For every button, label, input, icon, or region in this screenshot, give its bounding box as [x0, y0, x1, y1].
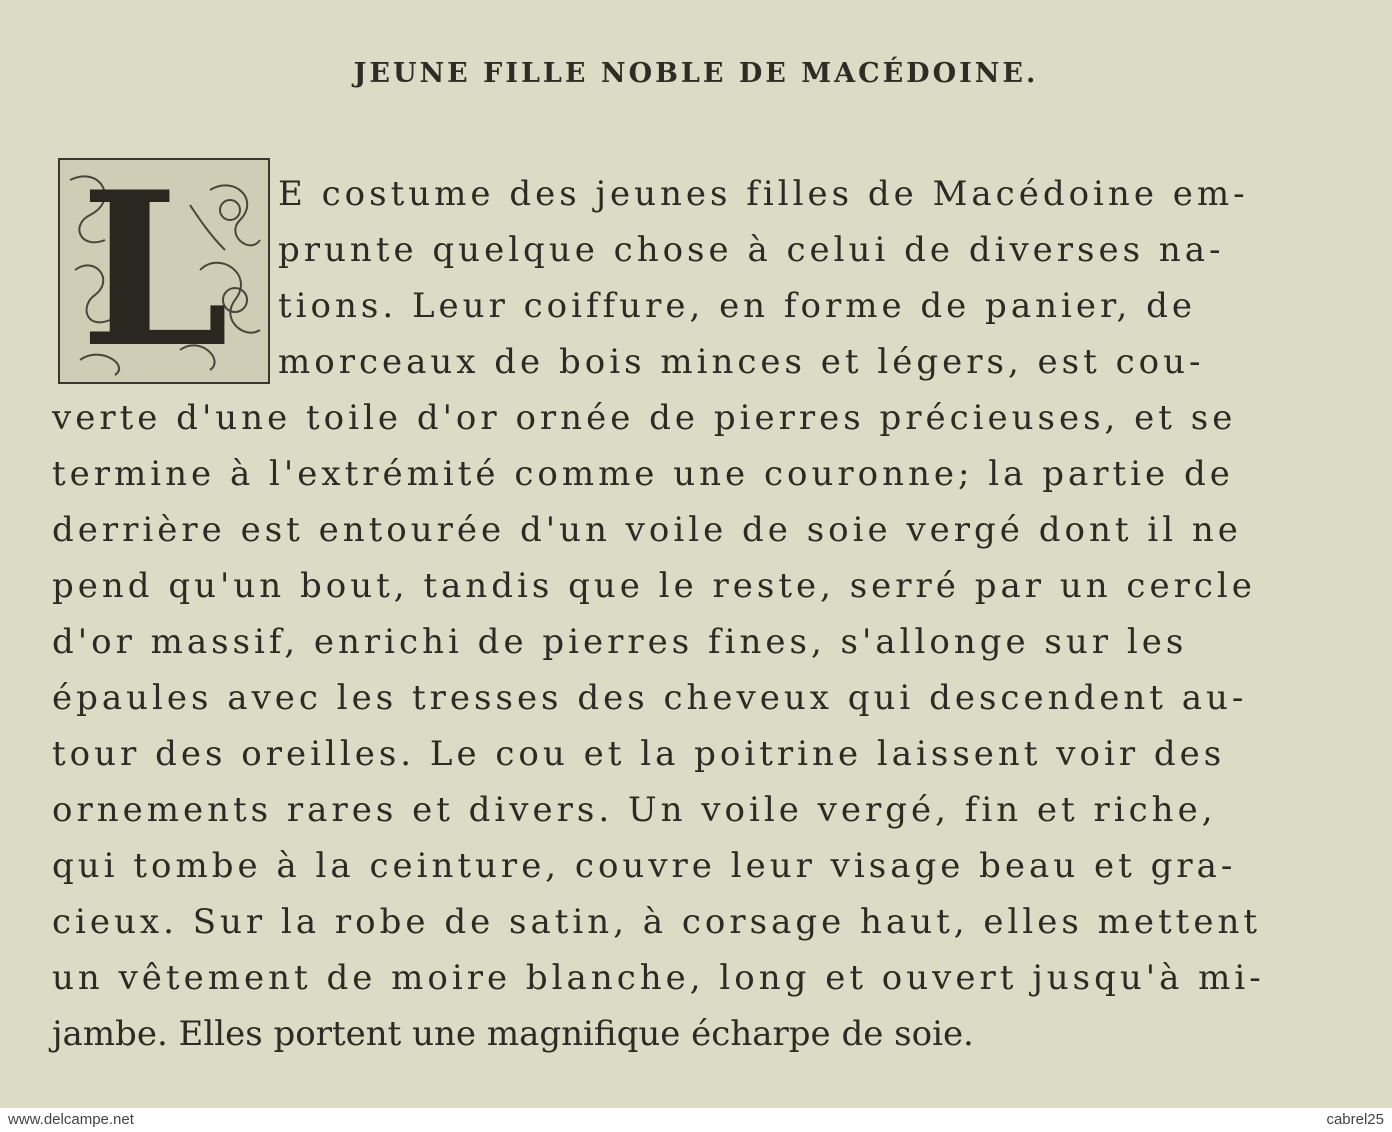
initial-letter: L — [80, 145, 230, 394]
text-line: un vêtement de moire blanche, long et ouvert jusqu'à mi- — [52, 958, 1265, 998]
text-line: prunte quelque chose à celui de diverses na- — [278, 230, 1225, 270]
text-line: d'or massif, enrichi de pierres fines, s'allonge sur les — [52, 622, 1188, 662]
text-line: termine à l'extrémité comme une couronne; la partie de — [52, 454, 1234, 494]
text-line: derrière est entourée d'un voile de soie vergé dont il ne — [52, 510, 1242, 550]
watermark-site: www.delcampe.net — [8, 1111, 134, 1128]
text-line: ornements rares et divers. Un voile vergé, fin et riche, — [52, 790, 1217, 830]
text-line: morceaux de bois minces et légers, est cou- — [278, 342, 1205, 382]
text-line: E costume des jeunes filles de Macédoine em- — [278, 174, 1249, 214]
text-line: tour des oreilles. Le cou et la poitrine laissent voir des — [52, 734, 1226, 774]
text-line: épaules avec les tresses des cheveux qui descendent au- — [52, 678, 1248, 718]
text-line: jambe. Elles portent une magnifique écharpe de soie. — [52, 1014, 974, 1054]
page-title: JEUNE FILLE NOBLE DE MACÉDOINE. — [353, 58, 1039, 89]
text-line: tions. Leur coiffure, en forme de panier, de — [278, 286, 1197, 326]
ornate-initial — [58, 145, 270, 394]
watermark-user: cabrel25 — [1326, 1111, 1384, 1128]
text-line: pend qu'un bout, tandis que le reste, serré par un cercle — [52, 566, 1256, 606]
watermark-bar — [0, 1108, 1392, 1132]
text-line: cieux. Sur la robe de satin, à corsage haut, elles mettent — [52, 902, 1262, 942]
text-line: qui tombe à la ceinture, couvre leur visage beau et gra- — [52, 846, 1237, 886]
text-line: verte d'une toile d'or ornée de pierres précieuses, et se — [52, 398, 1237, 438]
